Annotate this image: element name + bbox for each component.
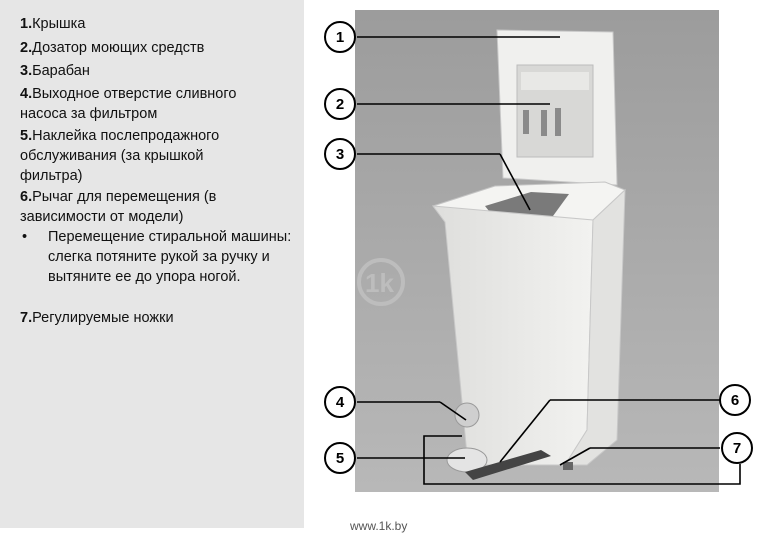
callout-1 <box>325 22 355 52</box>
bullet-dot: • <box>22 229 28 245</box>
svg-text:4: 4 <box>335 394 345 411</box>
callout-4 <box>325 387 355 417</box>
callout-3 <box>325 139 355 169</box>
svg-text:6: 6 <box>730 392 740 409</box>
legend-item-6: 6.Рычаг для перемещения (в зависимости от модели) <box>20 189 217 225</box>
legend-item-1: 1.Крышка <box>20 16 86 32</box>
legend-item-2: 2.Дозатор моющих средств <box>20 40 205 56</box>
callout-7 <box>722 433 752 463</box>
legend-item-4: 4.Выходное отверстие сливного насоса за фильтром <box>20 86 237 122</box>
callout-2 <box>325 89 355 119</box>
legend-item-3: 3.Барабан <box>20 63 90 79</box>
legend-item-7: 7.Регулируемые ножки <box>20 310 174 326</box>
svg-text:1: 1 <box>335 29 345 46</box>
watermark-logo: 1k <box>365 268 394 298</box>
svg-text:3: 3 <box>335 146 345 163</box>
bullet-text: Перемещение стиральной машины: слегка потяните рукой за ручку и вытяните ее до упора ногой. <box>48 229 292 285</box>
svg-text:7: 7 <box>732 440 742 457</box>
footer-url: www.1k.by <box>350 519 408 533</box>
svg-text:2: 2 <box>335 96 345 113</box>
svg-text:5: 5 <box>335 450 345 467</box>
legend-item-5: 5.Наклейка послепродажного обслуживания (за крышкой фильтра) <box>20 128 220 184</box>
callout-6 <box>720 385 750 415</box>
callout-5 <box>325 443 355 473</box>
